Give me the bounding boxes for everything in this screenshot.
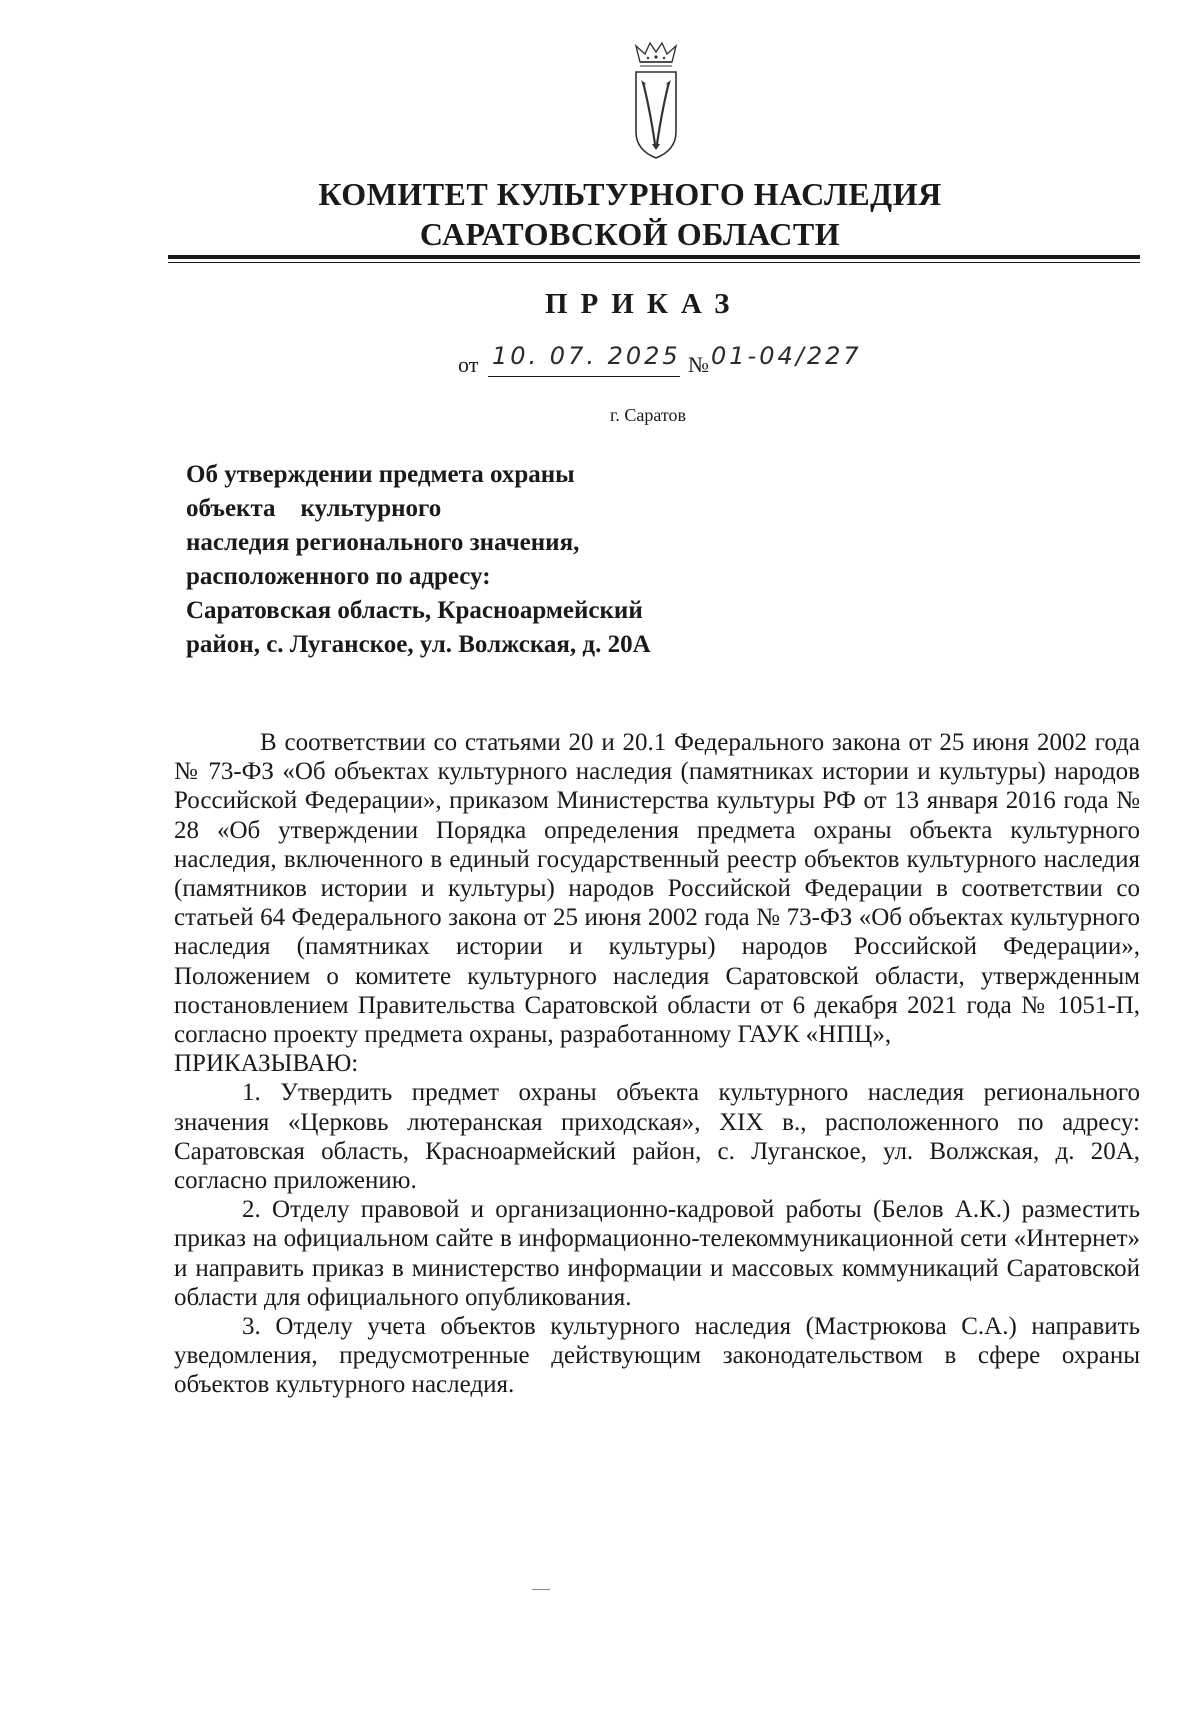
order-item-1: 1. Утвердить предмет охраны объекта культурного наследия регионального значения «Церковь лютеранская приходская», XIX в., расположенного по адресу: Саратовская область, Красноармейский район, с. Луганское, ул. Волжская, д. 20А, согласно приложению. <box>174 1079 1140 1195</box>
header-rule-thin <box>168 262 1140 263</box>
subject-line-1: Об утверждении предмета охраны <box>186 461 575 488</box>
organization-title-line-2: САРАТОВСКОЙ ОБЛАСТИ <box>419 216 841 252</box>
date-prefix: от <box>458 352 479 377</box>
subject-line-6: район, с. Луганское, ул. Волжская, д. 20А <box>186 631 651 658</box>
subject-line-3: наследия регионального значения, <box>186 529 580 556</box>
date-underline <box>488 376 680 377</box>
order-number-handwritten: 01-04/227 <box>711 342 862 370</box>
number-prefix: № <box>688 352 709 377</box>
order-item-3: 3. Отделу учета объектов культурного наследия (Мастрюкова С.А.) направить уведомления, предусмотренные действующим законодательством в сфере охраны объектов культурного наследия. <box>174 1313 1140 1399</box>
organization-title-line-1: КОМИТЕТ КУЛЬТУРНОГО НАСЛЕДИЯ <box>318 176 942 212</box>
order-date-handwritten: 10. 07. 2025 <box>492 342 681 370</box>
order-item-2: 2. Отделу правовой и организационно-кадровой работы (Белов А.К.) разместить приказ на официальном сайте в информационно-телекоммуникационной сети «Интернет» и направить приказ в министерство информации и массовых коммуникаций Саратовской области для официального опубликования. <box>174 1196 1140 1311</box>
header-rule-thick <box>168 255 1140 259</box>
saratov-coat-of-arms-icon <box>630 40 682 165</box>
subject-line-5: Саратовская область, Красноармейский <box>186 597 643 624</box>
preamble-paragraph: В соответствии со статьями 20 и 20.1 Федерального закона от 25 июня 2002 года № 73-ФЗ «Об объектах культурного наследия (памятниках истории и культуры) народов Российской Федерации», приказом Министерства культуры РФ от 13 января 2016 года № 28 «Об утверждении Порядка определения предмета охраны объекта культурного наследия, включенного в единый государственный реестр объектов культурного наследия (памятников истории и культуры) народов Российской Федерации в соответствии со статьей 64 Федерального закона от 25 июня 2002 года № 73-ФЗ «Об объектах культурного наследия (памятниках истории и культуры) народов Российской Федерации», Положением о комитете культурного наследия Саратовской области, утвержденным постановлением Правительства Саратовской области от 6 декабря 2021 года № 1051-П, согласно проекту предмета охраны, разработанному ГАУК «НПЦ», <box>174 729 1140 1049</box>
page-continuation-dash <box>532 1589 550 1590</box>
order-subject <box>186 458 786 662</box>
organization-title <box>300 174 960 254</box>
city-label: г. Саратов <box>610 405 686 425</box>
directive-line: ПРИКАЗЫВАЮ: <box>174 1050 359 1078</box>
subject-line-4: расположенного по адресу: <box>186 563 491 590</box>
subject-line-2: объекта культурного <box>186 495 442 522</box>
order-body <box>174 728 1140 1400</box>
document-type-title: ПРИКАЗ <box>545 288 743 320</box>
